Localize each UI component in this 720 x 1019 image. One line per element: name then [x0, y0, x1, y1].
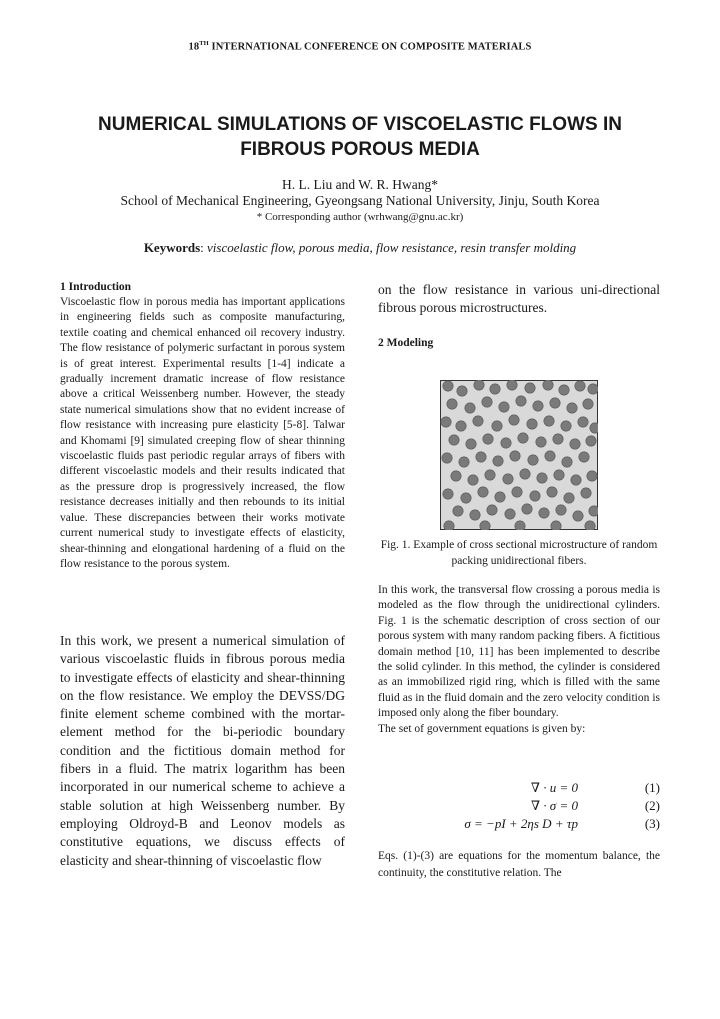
fiber-circle	[571, 475, 581, 485]
fiber-circle	[518, 433, 528, 443]
modeling-paragraph-1	[378, 583, 660, 737]
fiber-circle	[478, 487, 488, 497]
intro-paragraph-1: Viscoelastic flow in porous media has important applications in engineering fields such as composite manufacturing, textile coating and chemical enhanced oil recovery industry. The flow resistance of polymeric surfactant in porous system is of great interest. Experimental results [1-4] indicate a gradually increment dramatic increase of flow resistance above a critical Weissenberg number. However, the steady state numerical simulations show that no evident increase of flow resistance with increasing pure elasticity [5-8]. Talwar and Khomami [9] simulated creeping flow of shear thinning viscoelastic fluids past periodic regular arrays of fibers with different viscoelastic models and their results indicated that as the pressure drop is progressively increased, the flow resistance decreases initially and then rebounds to its initial value. These discrepancies between their works motivate current numerical study to investigate effects of elasticity, shear-thinning and elongational hardening of a fluid on the flow resistance to the porous system.	[60, 296, 345, 570]
fiber-circle	[527, 419, 537, 429]
fiber-circle	[544, 416, 554, 426]
keywords-value: viscoelastic flow, porous media, flow resistance, resin transfer molding	[207, 240, 577, 255]
title-line-1: NUMERICAL SIMULATIONS OF VISCOELASTIC FLOWS IN	[98, 114, 622, 135]
header-ordinal: 18	[188, 41, 200, 53]
equation-1-expr: ∇ · u = 0	[530, 780, 578, 795]
fiber-circle	[583, 399, 593, 409]
fiber-circle	[457, 386, 467, 396]
equation-2	[378, 798, 660, 816]
fiber-circle	[503, 474, 513, 484]
fiber-circle	[585, 521, 595, 530]
keywords-sep: :	[200, 240, 208, 255]
fiber-circle	[443, 489, 453, 499]
fiber-circle	[581, 488, 591, 498]
fiber-circle	[476, 452, 486, 462]
fiber-circle	[512, 487, 522, 497]
fiber-circle	[507, 380, 517, 390]
fiber-circle	[522, 504, 532, 514]
section-heading-introduction: 1 Introduction	[60, 281, 132, 293]
fiber-circle	[556, 505, 566, 515]
equation-3-expr: σ = −pI + 2ηs D + τp	[464, 816, 578, 831]
fiber-circle	[441, 417, 451, 427]
fiber-circle	[516, 396, 526, 406]
intro-paragraph-2-continued: on the flow resistance in various uni-directional fibrous porous microstructures.	[378, 282, 660, 315]
header-text: INTERNATIONAL CONFERENCE ON COMPOSITE MATERIALS	[208, 41, 532, 53]
fiber-circle	[442, 453, 452, 463]
modeling-paragraph-3: Eqs. (1)-(3) are equations for the momentum balance, the continuity, the constitutive relation. The	[378, 850, 660, 879]
fiber-circle	[466, 439, 476, 449]
fiber-circle	[473, 416, 483, 426]
equation-2-number: (2)	[644, 798, 660, 813]
keywords-label: Keywords	[143, 240, 201, 255]
fiber-circle	[510, 451, 520, 461]
fiber-circle	[533, 401, 543, 411]
fiber-circle	[543, 380, 553, 390]
fiber-circle	[575, 381, 585, 391]
section-heading-modeling: 2 Modeling	[378, 337, 434, 349]
fiber-circle	[470, 510, 480, 520]
fiber-cross-section-image	[440, 380, 598, 530]
fiber-circle	[451, 471, 461, 481]
fiber-circle	[490, 384, 500, 394]
equation-3	[378, 816, 660, 834]
fiber-circle	[461, 493, 471, 503]
equation-1	[378, 780, 660, 798]
fiber-circle	[499, 402, 509, 412]
fiber-circle	[509, 415, 519, 425]
fiber-circle	[578, 417, 588, 427]
title-line-2: FIBROUS POROUS MEDIA	[240, 139, 480, 160]
fiber-circle	[493, 456, 503, 466]
fiber-circle	[447, 399, 457, 409]
authors: H. L. Liu and W. R. Hwang*	[282, 177, 438, 192]
fiber-circle	[561, 421, 571, 431]
paper-title	[60, 112, 660, 162]
corresponding-author: * Corresponding author (wrhwang@gnu.ac.kr)	[256, 211, 464, 223]
header-ordinal-sup: TH	[199, 40, 209, 47]
modeling-paragraph-2: The set of government equations is given by:	[378, 722, 586, 735]
fiber-circle	[551, 521, 561, 530]
fiber-circle	[590, 423, 598, 433]
fiber-circle	[474, 380, 484, 390]
fiber-circle	[530, 491, 540, 501]
fiber-circle	[501, 438, 511, 448]
fiber-circle	[449, 435, 459, 445]
figure-caption: Fig. 1. Example of cross sectional microstructure of random packing unidirectional fibers.	[380, 539, 658, 567]
running-header	[0, 40, 720, 53]
fiber-circle	[468, 475, 478, 485]
fiber-circle	[559, 385, 569, 395]
fiber-circle	[485, 470, 495, 480]
fiber-circle	[453, 506, 463, 516]
fiber-circle	[567, 403, 577, 413]
fiber-circle	[492, 421, 502, 431]
fiber-circle	[588, 384, 598, 394]
fiber-circle	[456, 421, 466, 431]
fiber-circle	[579, 452, 589, 462]
fiber-circle	[459, 457, 469, 467]
fiber-circle	[528, 455, 538, 465]
fiber-circle	[480, 521, 490, 530]
fiber-circle	[539, 508, 549, 518]
fiber-circle	[537, 473, 547, 483]
intro-paragraph-2: In this work, we present a numerical simulation of various viscoelastic fluids in fibrous porous media to investigate effects of elasticity and shear-thinning on the flow resistance. We employ the DEVSS/DG finite element scheme combined with the mortar-element method for the bi-periodic boundary condition and the fictitious domain method for fibers in a fluid. The matrix logarithm has been incorporated in our numerical scheme to achieve a stable solution at high Weissenberg number. By employing Oldroyd-B and Leonov models as constitutive equations, we discuss effects of elasticity and shear-thinning of viscoelastic flow	[60, 633, 345, 868]
equation-2-expr: ∇ · σ = 0	[530, 798, 578, 813]
fiber-circle	[586, 436, 596, 446]
fiber-circle	[570, 439, 580, 449]
figure-fiber-microstructure	[440, 380, 598, 530]
fiber-circle	[444, 521, 454, 530]
fiber-circle	[525, 383, 535, 393]
fiber-circle	[573, 511, 583, 521]
fiber-circle	[465, 403, 475, 413]
fiber-circle	[487, 505, 497, 515]
fiber-circle	[443, 381, 453, 391]
fiber-circle	[482, 397, 492, 407]
fiber-circle	[547, 487, 557, 497]
fiber-circle	[536, 437, 546, 447]
fiber-circle	[554, 470, 564, 480]
keywords	[0, 240, 720, 256]
equation-3-number: (3)	[644, 816, 660, 831]
fiber-circle	[589, 506, 598, 516]
fiber-circle	[483, 434, 493, 444]
fiber-circle	[520, 469, 530, 479]
fiber-circle	[564, 493, 574, 503]
fiber-circle	[562, 457, 572, 467]
affiliation: School of Mechanical Engineering, Gyeongsang National University, Jinju, South Korea	[120, 193, 600, 208]
fiber-circle	[553, 434, 563, 444]
fiber-circle	[587, 471, 597, 481]
fiber-circle	[515, 521, 525, 530]
fiber-circle	[495, 492, 505, 502]
fiber-circle	[505, 509, 515, 519]
fiber-circle	[545, 451, 555, 461]
equation-1-number: (1)	[644, 780, 660, 795]
fiber-circle	[550, 398, 560, 408]
modeling-paragraph-1-text: In this work, the transversal flow crossing a porous media is modeled as the flow through the unidirectional cylinders. Fig. 1 is the schematic description of cross section of our porous system with many random packing fibers. A fictitious domain method [10, 11] has been implemented to describe the solid cylinder. In this method, the cylinder is considered as an immobilized rigid ring, which is filled with the same fluid as in the fluid domain and the zero velocity condition is imposed only along the fiber boundary.	[378, 584, 660, 720]
